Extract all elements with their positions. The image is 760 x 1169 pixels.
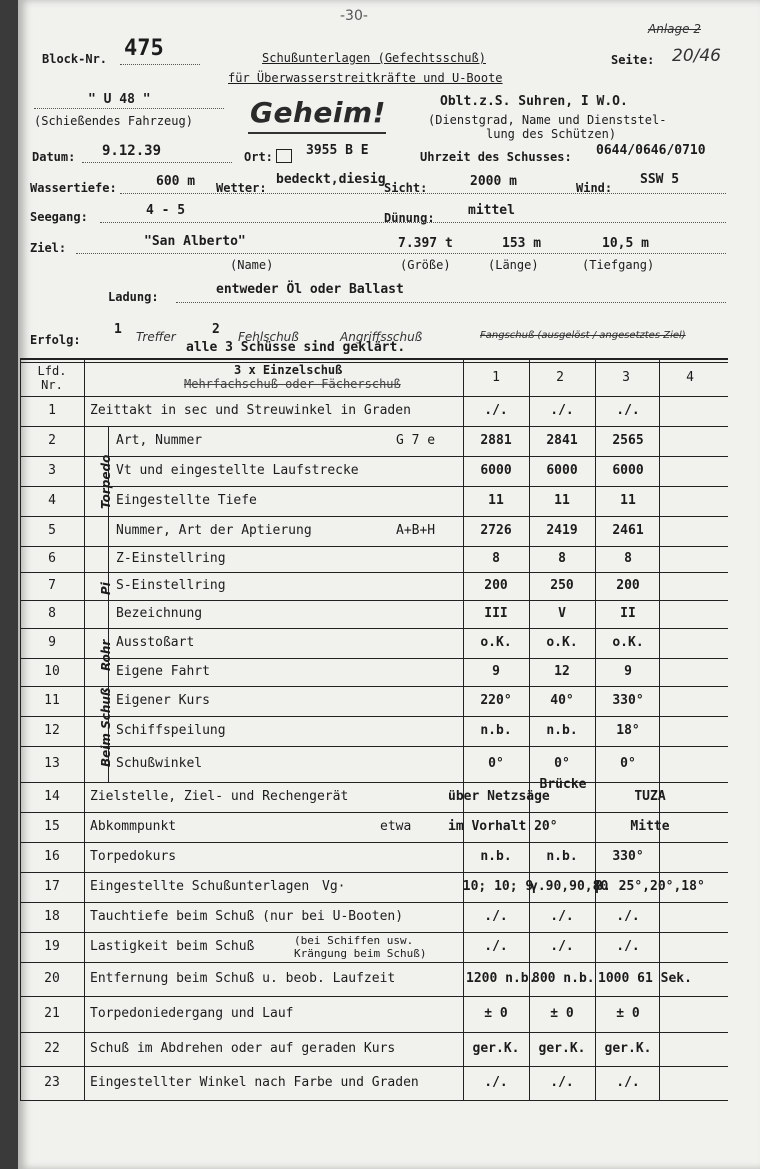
group-pi: Pi xyxy=(99,582,113,595)
cell-col-1: 0° xyxy=(488,756,504,771)
col-desc-header-struck: Mehrfachschuß oder Fächerschuß xyxy=(184,377,401,391)
erfolg-fehl-count: 2 xyxy=(212,322,220,337)
row-divider xyxy=(20,746,728,747)
duenung-value: mittel xyxy=(468,203,515,218)
ort-label: Ort: xyxy=(244,150,273,164)
uhrzeit-value: 0644/0646/0710 xyxy=(596,143,706,158)
row-divider xyxy=(20,932,728,933)
table-top-line-2 xyxy=(20,362,728,363)
cell-col-3: 2565 xyxy=(612,433,644,448)
cell-col-1: 220° xyxy=(480,693,512,708)
row-divider xyxy=(20,842,728,843)
erfolg-angriff-label: Angriffsschuß xyxy=(340,330,423,344)
datum-dots xyxy=(82,162,232,163)
wetter-value: bedeckt,diesig xyxy=(276,172,386,187)
vessel-name: " U 48 " xyxy=(88,92,151,107)
cell-col-2: ./. xyxy=(550,1075,574,1090)
row-label: Abkommpunkt xyxy=(90,819,177,834)
row-number: 16 xyxy=(44,849,60,864)
cell-col-3: TUZA xyxy=(634,789,666,804)
cell-col-1: ger.K. xyxy=(472,1041,520,1056)
row-label: Art, Nummer xyxy=(116,433,203,448)
row-divider xyxy=(20,1032,728,1033)
vessel-label: (Schießendes Fahrzeug) xyxy=(34,114,193,128)
row-annotation: A+B+H xyxy=(396,523,436,538)
col-line-2 xyxy=(529,358,530,1100)
cell-col-1: 11 xyxy=(488,493,504,508)
row-number: 17 xyxy=(44,879,60,894)
cell-col-3: 330° xyxy=(612,693,644,708)
cell-col-3: ± 0 xyxy=(616,1006,640,1021)
group-rohr: Rohr xyxy=(99,639,113,671)
row-label: Z-Einstellring xyxy=(116,551,226,566)
cell-col-1: ± 0 xyxy=(484,1006,508,1021)
cell-col-1: o.K. xyxy=(480,635,512,650)
row-number: 4 xyxy=(48,493,56,508)
cell-col-3: Mitte xyxy=(630,819,670,834)
cell-col-2: ./. xyxy=(550,403,574,418)
ziel-name-label: (Name) xyxy=(230,258,274,272)
cell-col-2: 6000 xyxy=(546,463,578,478)
anlage-note: Anlage 2 xyxy=(648,22,701,36)
row-number: 19 xyxy=(44,939,60,954)
erfolg-treffer-label: Treffer xyxy=(136,330,176,344)
col-lfd-header: Lfd. Nr. xyxy=(37,364,67,392)
shooter-name: Oblt.z.S. Suhren, I W.O. xyxy=(440,94,628,109)
col-header-1: 1 xyxy=(492,370,500,385)
cell-col-2: Brücke xyxy=(539,777,587,792)
row-label: Lastigkeit beim Schuß xyxy=(90,939,255,954)
row-number: 21 xyxy=(44,1006,60,1021)
cell-col-1: ./. xyxy=(484,909,508,924)
cell-col-1: über Netzsäge xyxy=(448,789,550,804)
row-number: 13 xyxy=(44,756,60,771)
cell-col-1: n.b. xyxy=(480,723,512,738)
row-divider xyxy=(20,782,728,783)
row-divider xyxy=(20,812,728,813)
row-divider xyxy=(20,996,728,997)
row-number: 3 xyxy=(48,463,56,478)
row-divider xyxy=(20,426,728,427)
row-divider xyxy=(20,962,728,963)
wetter-label: Wetter: xyxy=(216,181,267,195)
row-label: Eigene Fahrt xyxy=(116,664,210,679)
archive-number: -30- xyxy=(340,8,368,24)
ziel-tiefgang: 10,5 m xyxy=(602,236,649,251)
ort-value: 3955 B E xyxy=(306,143,369,158)
cell-col-3: 11 xyxy=(620,493,636,508)
block-label: Block-Nr. xyxy=(42,52,108,66)
ladung-dots xyxy=(176,302,726,303)
cell-col-3: 6000 xyxy=(612,463,644,478)
row-number: 5 xyxy=(48,523,56,538)
ziel-label: Ziel: xyxy=(30,241,67,255)
row-number: 23 xyxy=(44,1075,60,1090)
col-header-2: 2 xyxy=(556,370,564,385)
cell-col-1: 8 xyxy=(492,551,500,566)
row-divider xyxy=(20,628,728,629)
cell-col-2: n.b. xyxy=(546,723,578,738)
group-torpedo: Torpedo xyxy=(99,454,113,509)
seegang-label: Seegang: xyxy=(30,210,88,224)
col-desc-header: 3 x Einzelschuß xyxy=(234,363,343,377)
row-number: 6 xyxy=(48,551,56,566)
ort-square-icon xyxy=(276,149,292,163)
ladung-value: entweder Öl oder Ballast xyxy=(216,282,404,297)
cell-col-2: o.K. xyxy=(546,635,578,650)
wassertiefe-value: 600 m xyxy=(156,174,196,189)
cell-col-3: 9 xyxy=(624,664,632,679)
cell-col-3: 0° xyxy=(620,756,636,771)
cell-col-1: 6000 xyxy=(480,463,512,478)
cell-col-2: 8 xyxy=(558,551,566,566)
row-label: Vt und eingestellte Laufstrecke xyxy=(116,463,359,478)
cell-col-1: ./. xyxy=(484,1075,508,1090)
cell-col-2: 2419 xyxy=(546,523,578,538)
cell-col-2: V xyxy=(558,606,566,621)
row-divider xyxy=(20,686,728,687)
seite-label: Seite: xyxy=(611,53,655,67)
row-number: 9 xyxy=(48,635,56,650)
row-divider xyxy=(20,572,728,573)
erfolg-fangschuss-struck: Fangschuß (ausgelöst / angesetztes Ziel) xyxy=(480,330,686,341)
erfolg-fehl-label: Fehlschuß xyxy=(238,330,299,344)
cell-col-3: 2461 xyxy=(612,523,644,538)
row-annotation: Vg· xyxy=(322,879,346,894)
cell-col-1: 2726 xyxy=(480,523,512,538)
cell-col-3: ./. xyxy=(616,939,640,954)
cell-col-3: ./. xyxy=(616,909,640,924)
row-divider xyxy=(20,456,728,457)
row-number: 1 xyxy=(48,403,56,418)
group-beim-schuss: Beim Schuß xyxy=(99,687,113,767)
row-divider xyxy=(20,1100,728,1101)
cell-col-3: 330° xyxy=(612,849,644,864)
row-label: Ausstoßart xyxy=(116,635,195,650)
row-label: Eingestellte Schußunterlagen xyxy=(90,879,310,894)
wassertiefe-label: Wassertiefe: xyxy=(30,181,117,195)
cell-col-2: 250 xyxy=(550,578,574,593)
row-number: 8 xyxy=(48,606,56,621)
block-number: 475 xyxy=(124,36,164,61)
cell-col-1: 10; 10; 9 xyxy=(462,879,534,894)
ziel-groesse-label: (Größe) xyxy=(400,258,451,272)
cell-col-2: ./. xyxy=(550,939,574,954)
cell-col-1: 1200 n.b. xyxy=(466,971,537,986)
row-label: Zielstelle, Ziel- und Rechengerät xyxy=(90,789,349,804)
cell-col-2: 800 n.b. xyxy=(532,971,595,986)
cell-col-1: III xyxy=(484,606,508,621)
ziel-dots xyxy=(76,253,726,254)
row-number: 18 xyxy=(44,909,60,924)
row-divider xyxy=(20,658,728,659)
col-line-1 xyxy=(463,358,464,1100)
ziel-name: "San Alberto" xyxy=(144,234,246,249)
ziel-laenge-label: (Länge) xyxy=(488,258,539,272)
cell-col-3: ger.K. xyxy=(604,1041,652,1056)
vessel-dots xyxy=(34,108,224,109)
cell-col-2: γ.90,90,80 xyxy=(530,879,609,894)
row-annotation: (bei Schiffen usw. Krängung beim Schuß) xyxy=(294,934,427,960)
stamp-underline xyxy=(248,132,386,134)
cell-col-2: n.b. xyxy=(546,849,578,864)
cell-col-3: II xyxy=(620,606,636,621)
row-number: 15 xyxy=(44,819,60,834)
row-number: 12 xyxy=(44,723,60,738)
row-divider xyxy=(20,516,728,517)
sicht-label: Sicht: xyxy=(384,181,428,195)
row-label: Eingestellter Winkel nach Farbe und Graden xyxy=(90,1075,419,1090)
duenung-label: Dünung: xyxy=(384,211,435,225)
row-number: 22 xyxy=(44,1041,60,1056)
seegang-value: 4 - 5 xyxy=(146,203,186,218)
cell-col-3: 200 xyxy=(616,578,640,593)
classification-stamp: Geheim! xyxy=(250,96,386,129)
cell-col-2: ± 0 xyxy=(550,1006,574,1021)
row-divider xyxy=(20,486,728,487)
ziel-groesse: 7.397 t xyxy=(398,236,453,251)
wind-value: SSW 5 xyxy=(640,172,680,187)
shooter-label-1: (Dienstgrad, Name und Dienststel- xyxy=(428,113,667,127)
row-number: 20 xyxy=(44,971,60,986)
col-header-4: 4 xyxy=(686,370,694,385)
erfolg-treffer-count: 1 xyxy=(114,322,122,337)
row-divider xyxy=(20,546,728,547)
table-top-line xyxy=(20,358,728,360)
row-divider xyxy=(20,1066,728,1067)
cell-col-1: n.b. xyxy=(480,849,512,864)
cell-col-1: ./. xyxy=(484,939,508,954)
row-number: 14 xyxy=(44,789,60,804)
erfolg-note: alle 3 Schüsse sind geklärt. xyxy=(186,340,406,355)
datum-value: 9.12.39 xyxy=(102,143,162,159)
wind-label: Wind: xyxy=(576,181,613,195)
ladung-label: Ladung: xyxy=(108,290,159,304)
cell-col-1: 200 xyxy=(484,578,508,593)
row-divider xyxy=(20,902,728,903)
cell-col-2: 40° xyxy=(550,693,574,708)
col-line-4 xyxy=(659,358,660,1100)
cell-col-3: 18° xyxy=(616,723,640,738)
row-label: Eingestellte Tiefe xyxy=(116,493,257,508)
cell-col-3: ./. xyxy=(616,403,640,418)
row-label: Nummer, Art der Aptierung xyxy=(116,523,312,538)
row-label: Schuß im Abdrehen oder auf geraden Kurs xyxy=(90,1041,396,1056)
cell-col-3: β. 25°,20°,18° xyxy=(595,879,705,894)
row-divider xyxy=(20,600,728,601)
sicht-value: 2000 m xyxy=(470,174,517,189)
cell-col-1: 9 xyxy=(492,664,500,679)
cell-col-2: 2841 xyxy=(546,433,578,448)
row-divider xyxy=(20,716,728,717)
row-label: Bezeichnung xyxy=(116,606,203,621)
table-left-border xyxy=(20,358,21,1100)
wassertiefe-dots xyxy=(120,193,726,194)
cell-col-2: 11 xyxy=(554,493,570,508)
cell-col-2: ./. xyxy=(550,909,574,924)
cell-col-3: 8 xyxy=(624,551,632,566)
ziel-tiefgang-label: (Tiefgang) xyxy=(582,258,655,272)
row-number: 2 xyxy=(48,433,56,448)
cell-col-1: ./. xyxy=(484,403,508,418)
cell-col-2: 12 xyxy=(554,664,570,679)
cell-col-3: o.K. xyxy=(612,635,644,650)
col-line-3 xyxy=(595,358,596,1100)
cell-col-3: ./. xyxy=(616,1075,640,1090)
cell-col-2: 0° xyxy=(554,756,570,771)
row-number: 7 xyxy=(48,578,56,593)
seegang-dots xyxy=(100,222,726,223)
row-label: Torpedokurs xyxy=(90,849,177,864)
cell-col-1: 2881 xyxy=(480,433,512,448)
cell-col-1: im Vorhalt 20° xyxy=(448,819,558,834)
cell-col-2: ger.K. xyxy=(538,1041,586,1056)
form-title: Schußunterlagen (Gefechtsschuß) xyxy=(262,51,486,65)
col-line-lfd xyxy=(84,358,85,1100)
col-header-3: 3 xyxy=(622,370,630,385)
row-label: S-Einstellring xyxy=(116,578,226,593)
row-divider xyxy=(20,872,728,873)
row-label: Entfernung beim Schuß u. beob. Laufzeit xyxy=(90,971,396,986)
row-annotation: etwa xyxy=(380,819,412,834)
erfolg-label: Erfolg: xyxy=(30,333,81,347)
uhrzeit-label: Uhrzeit des Schusses: xyxy=(420,150,572,164)
row-label: Schußwinkel xyxy=(116,756,203,771)
shooter-label-2: lung des Schützen) xyxy=(486,127,617,141)
form-subtitle: für Überwasserstreitkräfte und U-Boote xyxy=(228,71,503,85)
row-number: 10 xyxy=(44,664,60,679)
seite-value: 20/46 xyxy=(672,46,721,66)
row-label: Torpedoniedergang und Lauf xyxy=(90,1006,294,1021)
cell-col-3: 1000 61 Sek. xyxy=(598,971,692,986)
row-number: 11 xyxy=(44,693,60,708)
row-label: Eigener Kurs xyxy=(116,693,210,708)
row-label: Schiffspeilung xyxy=(116,723,226,738)
row-annotation: G 7 e xyxy=(396,433,436,448)
ziel-laenge: 153 m xyxy=(502,236,542,251)
row-label: Zeittakt in sec und Streuwinkel in Graden xyxy=(90,403,411,418)
row-label: Tauchtiefe beim Schuß (nur bei U-Booten) xyxy=(90,909,404,924)
datum-label: Datum: xyxy=(32,150,76,164)
table-header-line xyxy=(20,396,728,397)
block-dots xyxy=(120,64,200,65)
